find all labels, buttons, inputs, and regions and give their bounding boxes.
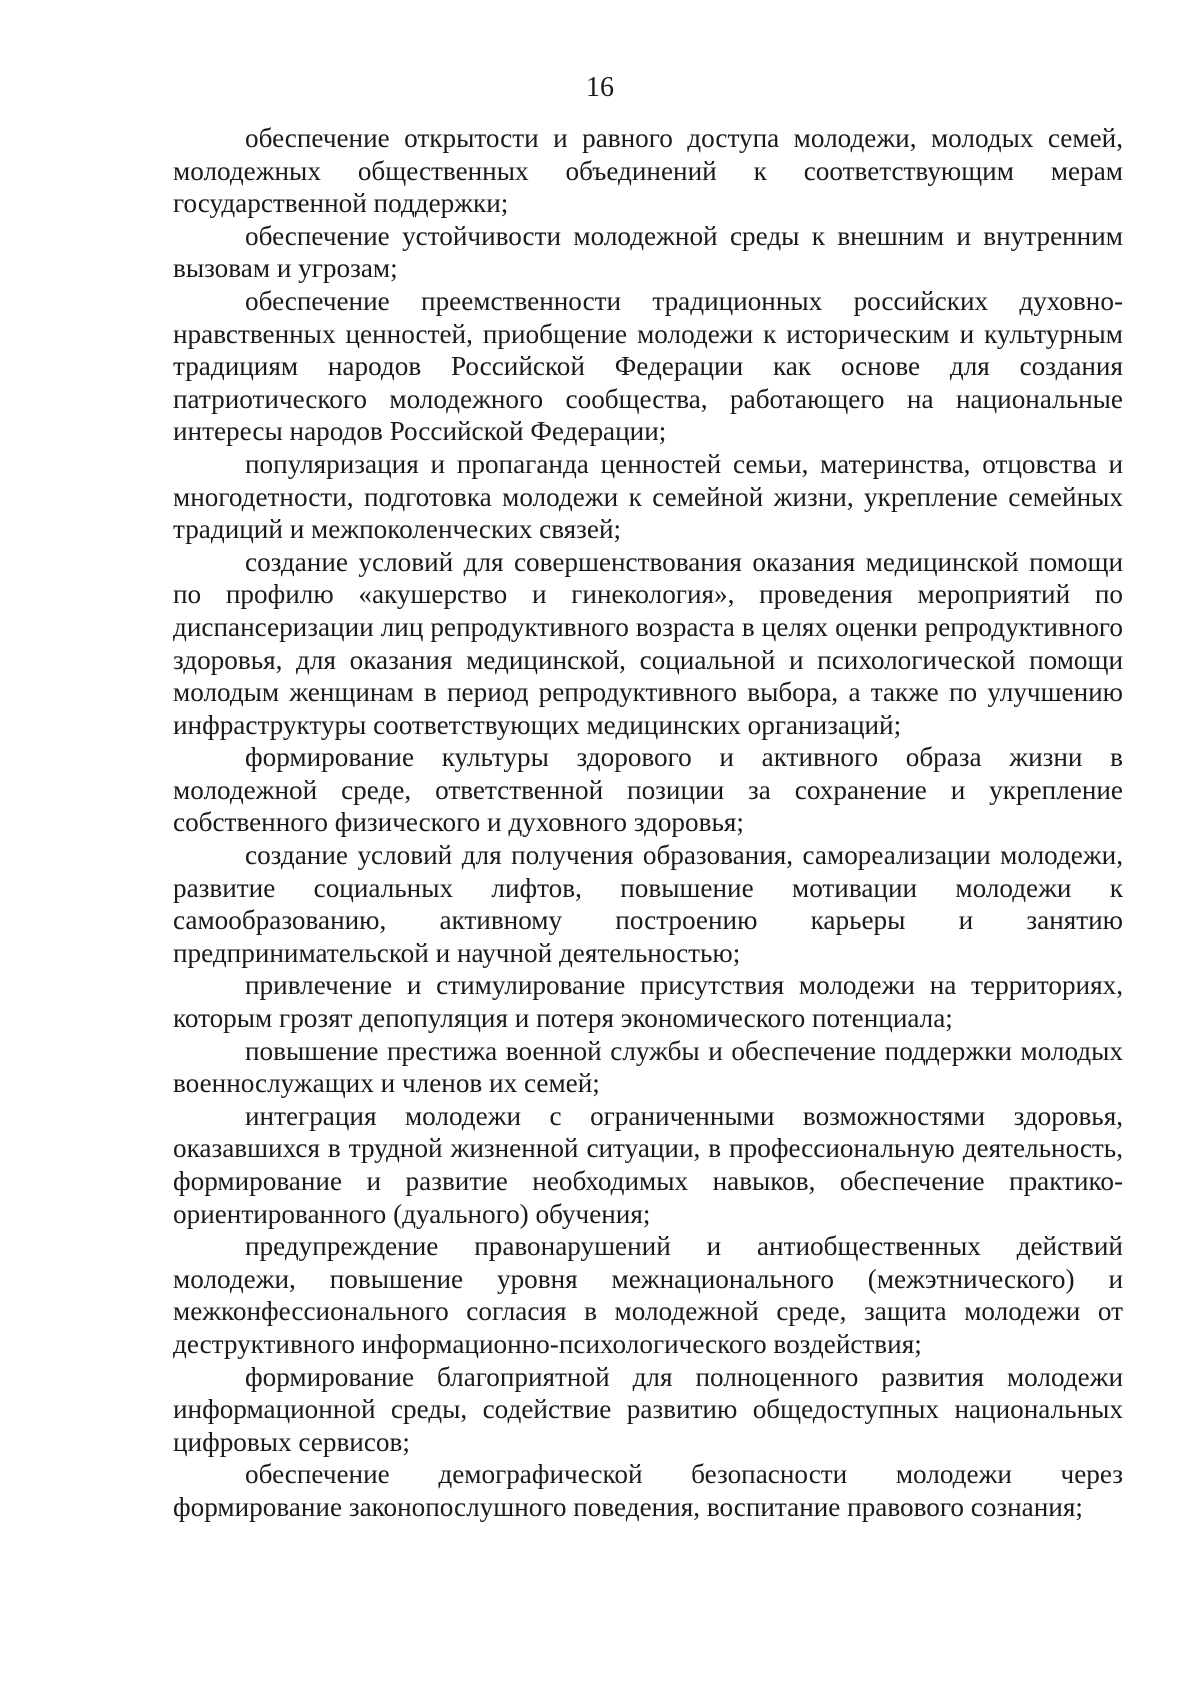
page-number: 16 (586, 72, 614, 103)
paragraph: популяризация и пропаганда ценностей семьи, материнства, отцовства и многодетности, подготовка молодежи к семейной жизни, укрепление семейных традиций и межпоколенческих связей; (173, 448, 1123, 545)
paragraph: повышение престижа военной службы и обеспечение поддержки молодых военнослужащих и членов их семей; (173, 1035, 1123, 1099)
paragraph: создание условий для получения образования, самореализации молодежи, развитие социальных лифтов, повышение мотивации молодежи к самообразованию, активному построению карьеры и занятию предпринимательской и научной деятельностью; (173, 840, 1123, 968)
paragraph: обеспечение демографической безопасности молодежи через формирование законопослушного поведения, воспитание правового сознания; (173, 1459, 1123, 1522)
paragraph: предупреждение правонарушений и антиобщественных действий молодежи, повышение уровня межнационального (межэтнического) и межконфессионального согласия в молодежной среде, защита молодежи от деструктивного информационно-психологического воздействия; (173, 1231, 1123, 1359)
paragraph: обеспечение устойчивости молодежной среды к внешним и внутренним вызовам и угрозам; (173, 220, 1123, 284)
paragraph: привлечение и стимулирование присутствия молодежи на территориях, которым грозят депопуляция и потеря экономического потенциала; (173, 970, 1123, 1034)
paragraph: создание условий для совершенствования оказания медицинской помощи по профилю «акушерство и гинекология», проведения мероприятий по диспансеризации лиц репродуктивного возраста в целях оценки репродуктивного здоровья, для оказания медицинской, социальной и психологической помощи молодым женщинам в период репродуктивного выбора, а также по улучшению инфраструктуры соответствующих медицинских организаций; (173, 546, 1123, 740)
paragraph: обеспечение преемственности традиционных российских духовно-нравственных ценностей, приобщение молодежи к историческим и культурным традициям народов Российской Федерации как основе для создания патриотического молодежного сообщества, работающего на национальные интересы народов Российской Федерации; (173, 285, 1123, 447)
paragraph: обеспечение открытости и равного доступа молодежи, молодых семей, молодежных общественных объединений к соответствующим мерам государственной поддержки; (173, 123, 1123, 219)
paragraph: формирование благоприятной для полноценного развития молодежи информационной среды, содействие развитию общедоступных национальных цифровых сервисов; (173, 1361, 1123, 1457)
paragraph: формирование культуры здорового и активного образа жизни в молодежной среде, ответственной позиции за сохранение и укрепление собственного физического и духовного здоровья; (173, 742, 1123, 838)
body-text (173, 122, 1123, 1524)
paragraph: интеграция молодежи с ограниченными возможностями здоровья, оказавшихся в трудной жизненной ситуации, в профессиональную деятельность, формирование и развитие необходимых навыков, обеспечение практико-ориентированного (дуального) обучения; (173, 1100, 1123, 1229)
